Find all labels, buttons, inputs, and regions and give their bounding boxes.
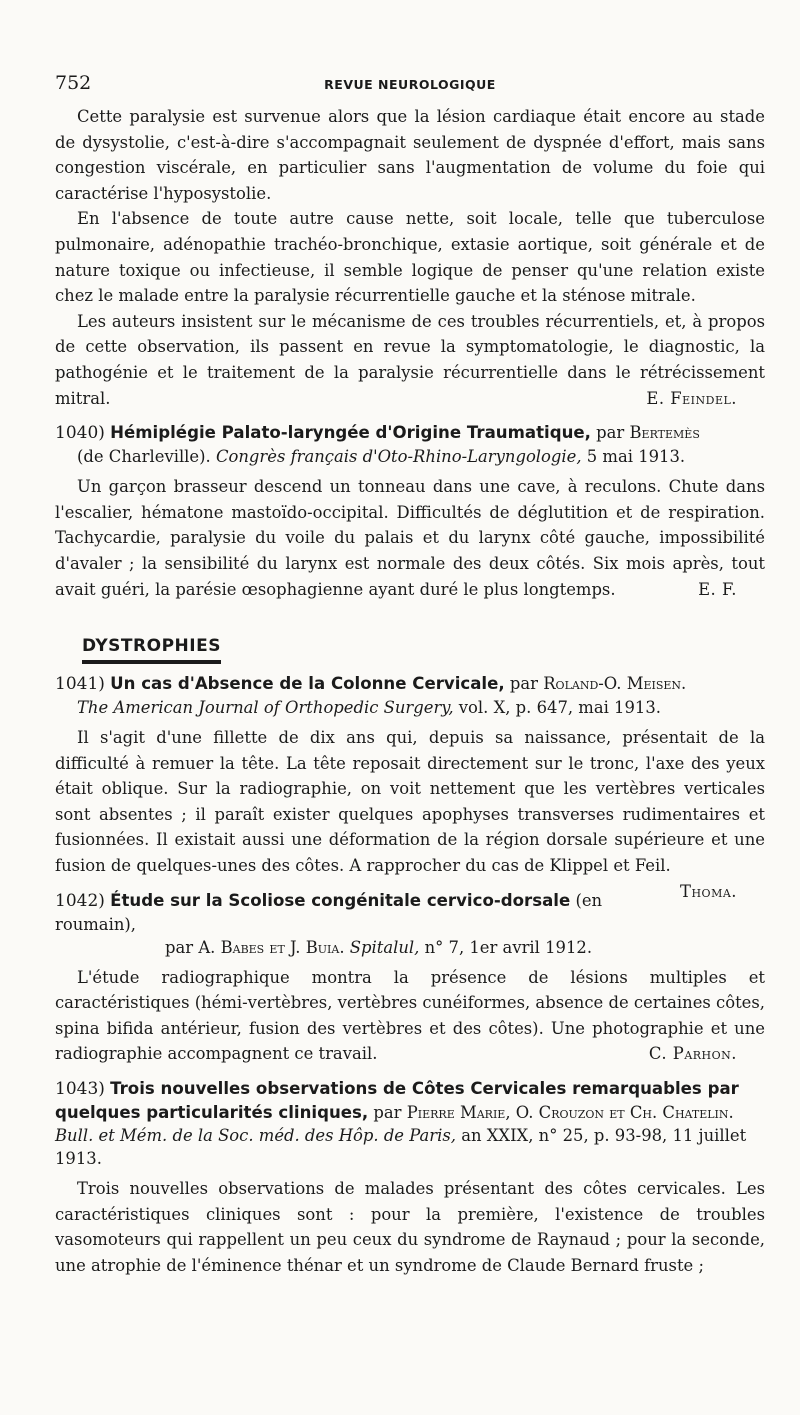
entry-title: Un cas d'Absence de la Colonne Cervicale, (110, 674, 505, 694)
paragraph-text: Les auteurs insistent sur le mécanisme de ces troubles récurrentiels, et, à propos de cette observation, ils passent en revue la symptomatologie, le diagnostic, la pathogénie et le traitement de la paralysie récurrentielle dans le rétrécissement mitral. (55, 311, 765, 408)
paragraph-text: L'étude radiographique montra la présence de lésions multiples et caractéristiques (hémi-vertèbres, vertèbres cunéiformes, absence de certaines côtes, spina bifida antérieur, fusion des vertèbres et des côtes). Une photographie et une radiographie accompagnent ce travail. (55, 967, 766, 1064)
by-word: par (373, 1103, 402, 1123)
entry-1040-body (55, 474, 765, 602)
entry-language: (en roumain), (55, 890, 603, 934)
entry-author: Roland-O. Meisen. (543, 674, 687, 694)
paragraph (55, 965, 765, 1067)
paragraph: Trois nouvelles observations de malades présentant des côtes cervicales. Les caractéristiques cliniques sont : pour la première, l'existence de troubles vasomoteurs qui rappellent un peu ceux du syndrome de Raynaud ; pour la seconde, une atrophie de l'éminence thénar et un syndrome de Claude Bernard fruste ; (55, 1179, 765, 1275)
paragraph-text: Un garçon brasseur descend un tonneau dans une cave, à reculons. Chute dans l'escalier, hématone mastoïdo-occipital. Difficultés de déglutition et de respiration. Tachycardie, paralysie du voile du palais et du larynx côté gauche, impossibilité d'avaler ; la sensibilité du larynx est normale des deux côtés. Six mois après, tout avait guéri, la parésie œsophagienne ayant duré le plus longtemps. (55, 477, 765, 599)
entry-date: n° 7, 1er avril 1912. (424, 937, 593, 957)
signature: Thoma. (680, 881, 737, 901)
entry-author: Pierre Marie, O. Crouzon et Ch. Chatelin. (406, 1103, 734, 1123)
entry-journal: Bull. et Mém. de la Soc. méd. des Hôp. de Paris, (55, 1126, 456, 1146)
page-number: 752 (55, 72, 92, 94)
entry-author: Bertemès (629, 423, 700, 443)
entry-title: Trois nouvelles observations de Côtes Cervicales remarquables par quelques particularités cliniques, (55, 1079, 739, 1123)
entry-title: Étude sur la Scoliose congénitale cervico-dorsale (110, 890, 571, 910)
entry-1042-body (55, 965, 765, 1067)
entry-1043-heading (55, 1077, 765, 1170)
paragraph: Cette paralysie est survenue alors que la lésion cardiaque était encore au stade de dysystolie, c'est-à-dire s'accompagnait seulement de dyspnée d'effort, mais sans congestion viscérale, en particulier sans l'augmentation de volume du foie qui caractérise l'hyposystolie. (55, 107, 765, 203)
entry-date: vol. X, p. 647, mai 1913. (458, 698, 661, 718)
entry-1040-heading (55, 421, 765, 468)
entry-title: Hémiplégie Palato-laryngée d'Origine Traumatique, (110, 423, 591, 443)
entry-journal: Congrès français d'Oto-Rhino-Laryngologie, (215, 447, 582, 467)
paragraph-text: Il s'agit d'une fillette de dix ans qui, depuis sa naissance, présentait de la difficulté à remuer la tête. La tête reposait directement sur le tronc, l'axe des yeux était oblique. Sur la radiographie, on voit nettement que les vertèbres verticales sont absentes ; il paraît exister quelques apophyses transverses rudimentaires et fusionnées. Il existait aussi une déformation de la région dorsale supérieure et une fusion de quelques-unes des côtes. A rapprocher du cas de Klippel et Feil. (55, 728, 765, 876)
paragraph (55, 309, 765, 411)
entry-number: 1042) (55, 890, 105, 911)
entry-date: 5 mai 1913. (586, 447, 686, 467)
entry-number: 1043) (55, 1079, 105, 1100)
by-word: par (165, 937, 194, 957)
page-header (55, 68, 765, 98)
entry-1041-heading (55, 672, 765, 719)
journal-page (55, 68, 765, 1278)
by-word: par (596, 423, 625, 443)
section-title: DYSTROPHIES (82, 636, 221, 664)
entry-author: A. Babes et J. Buia. (198, 937, 345, 957)
signature: E. F. (698, 579, 737, 599)
by-word: par (509, 674, 538, 694)
running-title: REVUE NEUROLOGIQUE (324, 77, 496, 92)
entry-date: an XXIX, n° 25, p. 93-98, 11 juillet 1913. (55, 1126, 747, 1169)
paragraph: En l'absence de toute autre cause nette, soit locale, telle que tuberculose pulmonaire, adénopathie trachéo-bronchique, extasie aortique, soit générale et de nature toxique ou infectieuse, il semble logique de penser qu'une relation existe chez le malade entre la paralysie récurrentielle gauche et la sténose mitrale. (55, 209, 765, 306)
intro-continuation (55, 104, 765, 411)
entry-number: 1041) (55, 674, 105, 695)
entry-number: 1040) (55, 423, 105, 444)
signature: E. Feindel. (646, 388, 737, 408)
signature: C. Parhon. (648, 1044, 737, 1064)
entry-journal: Spitalul, (349, 937, 420, 957)
entry-place: (de Charleville). (77, 447, 211, 467)
entry-journal: The American Journal of Orthopedic Surgery, (77, 698, 454, 718)
entry-1043-body (55, 1176, 765, 1278)
paragraph (55, 474, 765, 602)
